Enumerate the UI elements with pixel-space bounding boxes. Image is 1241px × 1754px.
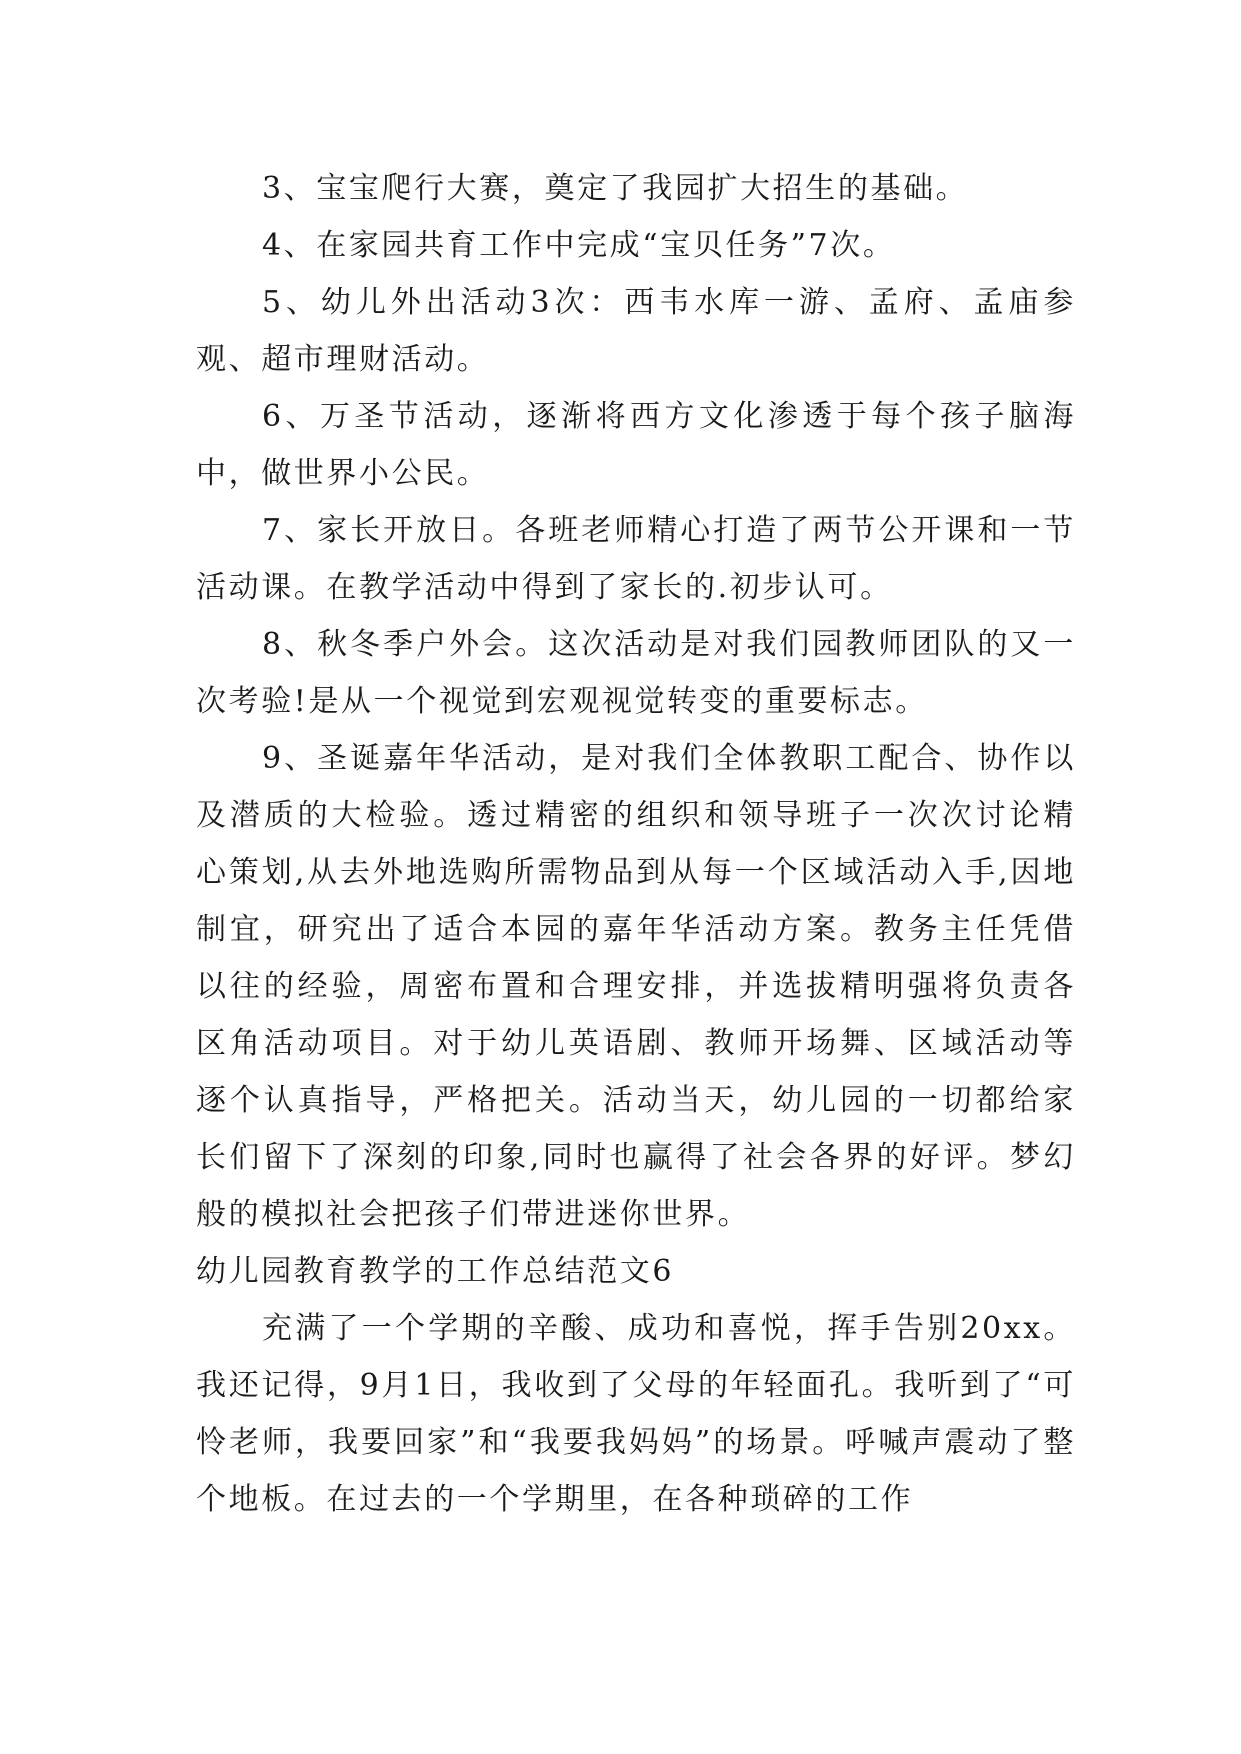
paragraph-item-3: 3、宝宝爬行大赛，奠定了我园扩大招生的基础。 [262,171,969,206]
document-body [196,160,1076,1528]
paragraph-item-5: 5、幼儿外出活动3次：西韦水库一游、孟府、孟庙参观、超市理财活动。 [196,285,1076,377]
section-heading: 幼儿园教育教学的工作总结范文6 [196,1254,675,1289]
paragraph-item-9: 9、圣诞嘉年华活动，是对我们全体教职工配合、协作以及潜质的大检验。透过精密的组织和领导班子一次次讨论精心策划,从去外地选购所需物品到从每一个区域活动入手,因地制宜，研究出了适合本园的嘉年华活动方案。教务主任凭借以往的经验，周密布置和合理安排，并选拔精明强将负责各区角活动项目。对于幼儿英语剧、教师开场舞、区域活动等逐个认真指导，严格把关。活动当天，幼儿园的一切都给家长们留下了深刻的印象,同时也赢得了社会各界的好评。梦幻般的模拟社会把孩子们带进迷你世界。 [196,741,1076,1232]
paragraph-item-8: 8、秋冬季户外会。这次活动是对我们园教师团队的又一次考验!是从一个视觉到宏观视觉转变的重要标志。 [196,627,1076,719]
final-paragraph: 充满了一个学期的辛酸、成功和喜悦，挥手告别20xx。我还记得，9月1日，我收到了父母的年轻面孔。我听到了“可怜老师，我要回家”和“我要我妈妈”的场景。呼喊声震动了整个地板。在过去的一个学期里，在各种琐碎的工作 [196,1311,1076,1517]
paragraph-item-4: 4、在家园共育工作中完成“宝贝任务”7次。 [262,228,896,263]
paragraph-item-6: 6、万圣节活动，逐渐将西方文化渗透于每个孩子脑海中，做世界小公民。 [196,399,1076,491]
paragraph-item-7: 7、家长开放日。各班老师精心打造了两节公开课和一节活动课。在教学活动中得到了家长的.初步认可。 [196,513,1076,605]
